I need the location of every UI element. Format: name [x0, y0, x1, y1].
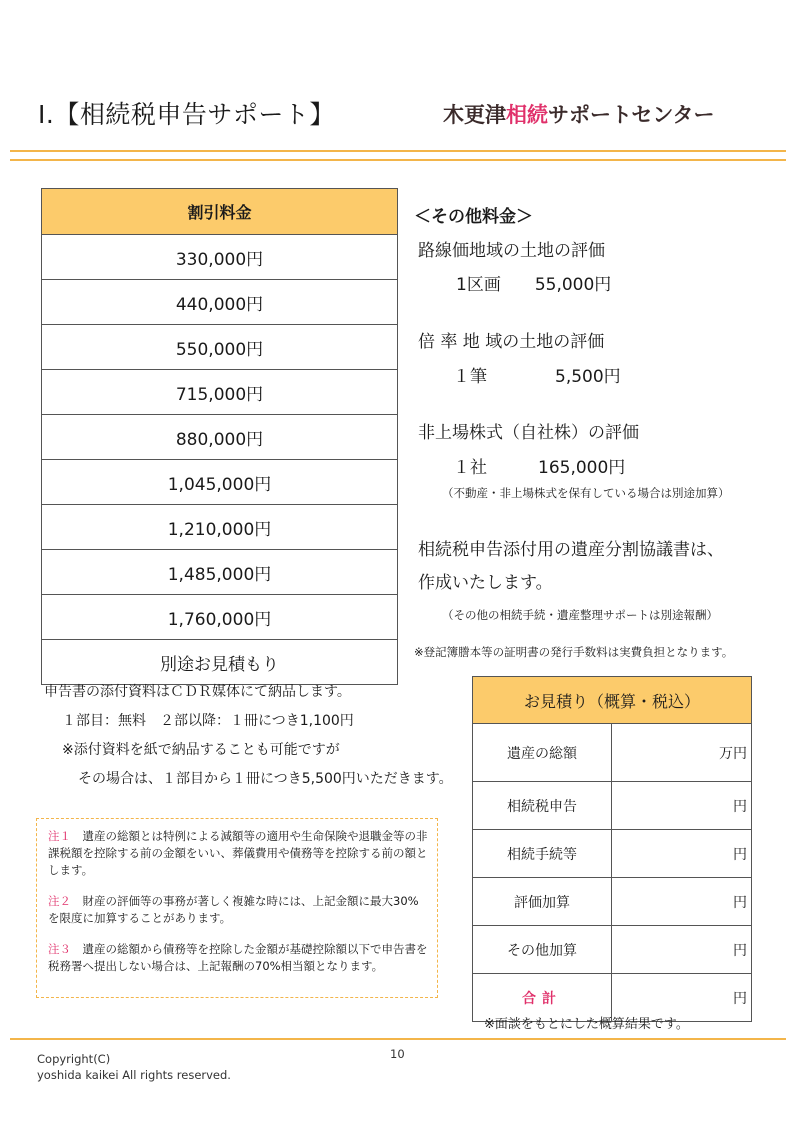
discount-row: 440,000円 — [42, 280, 398, 325]
header-rule-upper — [10, 150, 786, 152]
estimate-value-field[interactable]: 円 — [612, 878, 752, 926]
route-price-land-fee: 1区画 55,000円 — [456, 275, 612, 295]
page-number: 10 — [390, 1047, 405, 1061]
estimate-value-field[interactable]: 円 — [612, 782, 752, 830]
estimate-table-header: お見積り（概算・税込） — [473, 677, 752, 724]
discount-row: 330,000円 — [42, 235, 398, 280]
note-text: 財産の評価等の事務が著しく複雑な時には、上記金額に最大30%を限度に加算することがあります。 — [48, 894, 419, 925]
estimate-label: 遺産の総額 — [473, 724, 612, 782]
copyright — [37, 1051, 231, 1083]
estimate-value-field[interactable]: 万円 — [612, 724, 752, 782]
division-agreement-line2: 作成いたします。 — [418, 573, 553, 593]
ratio-land-fee: １筆 5,500円 — [453, 367, 621, 387]
estimate-value-field[interactable]: 円 — [612, 926, 752, 974]
note-item — [48, 828, 428, 879]
header-rule-lower — [10, 159, 786, 161]
discount-row: 715,000円 — [42, 370, 398, 415]
estimate-label: その他加算 — [473, 926, 612, 974]
estimate-total-field[interactable]: 円 — [612, 974, 752, 1022]
brand-highlight: 相続 — [506, 103, 548, 127]
unlisted-stock-label: 非上場株式（自社株）の評価 — [418, 423, 639, 443]
discount-row: 1,210,000円 — [42, 505, 398, 550]
unlisted-stock-fee: １社 165,000円 — [453, 458, 626, 478]
note-item — [48, 893, 428, 927]
note-number: 注３ — [48, 942, 71, 956]
note-number: 注１ — [48, 829, 71, 843]
division-note: （その他の相続手続・遺産整理サポートは別途報酬） — [442, 608, 718, 622]
estimate-label: 相続税申告 — [473, 782, 612, 830]
discount-fee-table — [41, 188, 398, 685]
note-item — [48, 941, 428, 975]
discount-table-header: 割引料金 — [42, 189, 398, 235]
estimate-label: 相続手続等 — [473, 830, 612, 878]
attachment-line1: 申告書の添付資料はＣＤＲ媒体にて納品します。 — [44, 684, 351, 700]
copyright-line2: yoshida kaikei All rights reserved. — [37, 1068, 231, 1082]
attachment-line3: ※添付資料を紙で納品することも可能ですが — [62, 742, 340, 758]
copyright-line1: Copyright(C) — [37, 1052, 111, 1066]
certificate-note: ※登記簿謄本等の証明書の発行手数料は実費負担となります。 — [414, 645, 734, 659]
discount-row: 別途お見積もり — [42, 640, 398, 685]
discount-row: 880,000円 — [42, 415, 398, 460]
brand-part2: サポートセンター — [548, 103, 715, 127]
attachment-line2: １部目：無料 ２部以降：１冊につき1,100円 — [62, 713, 354, 729]
attachment-line4: その場合は、１部目から１冊につき5,500円いただきます。 — [78, 771, 453, 787]
discount-row: 1,760,000円 — [42, 595, 398, 640]
footer-rule — [10, 1038, 786, 1040]
estimate-total-label: 合計 — [473, 974, 612, 1022]
page-title: Ⅰ.【相続税申告サポート】 — [38, 100, 335, 129]
stock-note: （不動産・非上場株式を保有している場合は別途加算） — [442, 486, 730, 500]
ratio-land-label: 倍 率 地 域の土地の評価 — [418, 332, 605, 352]
note-number: 注２ — [48, 894, 71, 908]
estimate-label: 評価加算 — [473, 878, 612, 926]
note-text: 遺産の総額から債務等を控除した金額が基礎控除額以下で申告書を税務署へ提出しない場合は、上記報酬の70%相当額となります。 — [48, 942, 428, 973]
estimate-note: ※面談をもとにした概算結果です。 — [484, 1017, 689, 1032]
brand-logo-text — [443, 99, 715, 129]
division-agreement-line1: 相続税申告添付用の遺産分割協議書は、 — [418, 540, 724, 560]
note-text: 遺産の総額とは特例による減額等の適用や生命保険や退職金等の非課税額を控除する前の金額をいい、葬儀費用や債務等を控除する前の額とします。 — [48, 829, 428, 877]
discount-row: 1,485,000円 — [42, 550, 398, 595]
estimate-table — [472, 676, 752, 1022]
estimate-value-field[interactable]: 円 — [612, 830, 752, 878]
brand-part1: 木更津 — [443, 103, 506, 127]
discount-row: 550,000円 — [42, 325, 398, 370]
discount-row: 1,045,000円 — [42, 460, 398, 505]
other-fees-heading: ＜その他料金＞ — [414, 207, 533, 227]
route-price-land-label: 路線価地域の土地の評価 — [418, 241, 605, 261]
